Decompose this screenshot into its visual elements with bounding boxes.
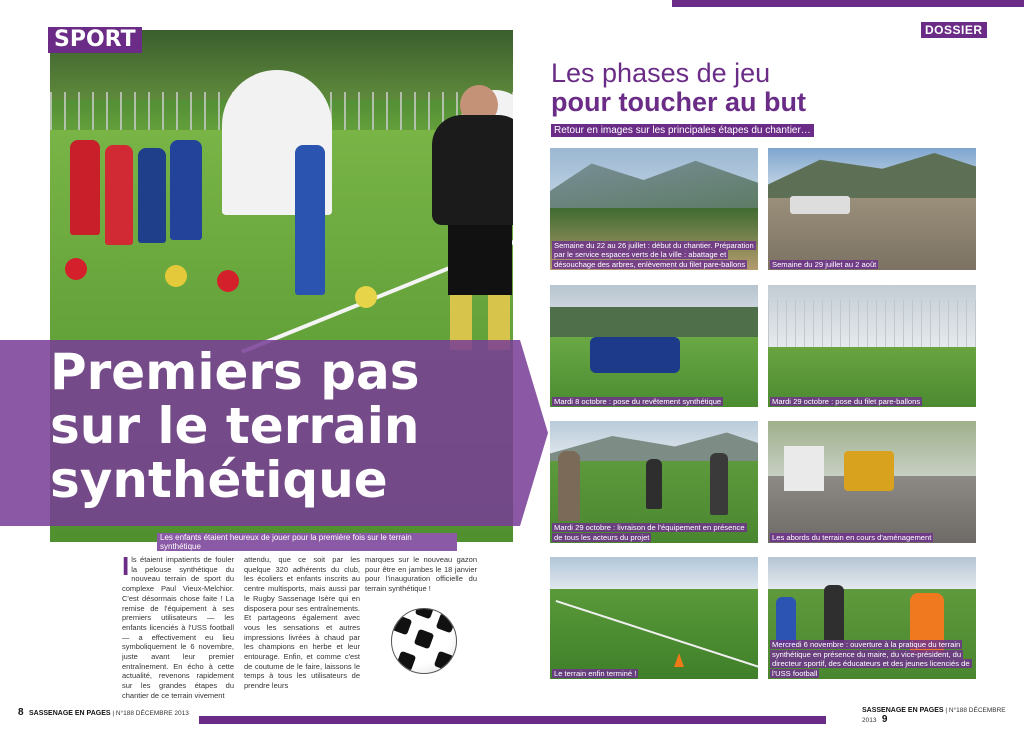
coach bbox=[420, 85, 513, 355]
photo-caption: Semaine du 22 au 26 juillet : début du chantier. Préparation par le service espaces verts de la ville : abattage et désouchage des arbres, enlèvement du filet pare-ballons bbox=[554, 240, 754, 269]
photo-caption: Mardi 29 octobre : pose du filet pare-ballons bbox=[772, 396, 921, 406]
photo-caption: Mercredi 6 novembre : ouverture à la pratique du terrain synthétique en présence du maire, du vice-président, du directeur sportif, des éducateurs et des jeunes licenciés de l'USS football bbox=[772, 640, 970, 678]
article-text: marques sur le nouveau gazon pour être en jambes le 18 janvier pour l'inauguration officielle du terrain synthétique ! bbox=[365, 555, 477, 594]
kid bbox=[105, 145, 133, 245]
drop-cap: I bbox=[122, 551, 130, 581]
photo-surroundings bbox=[768, 421, 976, 543]
magazine-name: SASSENAGE EN PAGES bbox=[862, 707, 944, 714]
article-text: attendu, que ce soit par les quelque 320 adhérents du club, les écoliers et enfants inscrits au centre multisports, mais aussi par le Rugby Sassenage Isère qui en disposera pour ses entraînements. Et partageons également avec vous les sensations et autres impressions livrées à chaud par les champions en herbe et leur entourage. Enfin, et comme c'est de coutume de le faire, laissons le temps à tous les utilisateurs de prendre leurs bbox=[244, 555, 360, 691]
photo-field-finished bbox=[550, 557, 758, 679]
issue-number: | N°188 DÉCEMBRE 2013 bbox=[862, 707, 1006, 724]
soccer-ball-icon bbox=[391, 608, 457, 674]
top-accent-bar bbox=[672, 0, 1024, 7]
footer-left bbox=[18, 707, 189, 718]
kid bbox=[295, 145, 325, 295]
footer-right bbox=[862, 707, 1024, 725]
main-title-line: sur le terrain bbox=[50, 397, 420, 455]
photo-week-29-july bbox=[768, 148, 976, 270]
photo-caption: Mardi 8 octobre : pose du revêtement synthétique bbox=[554, 396, 722, 406]
lead-text: Retour en images sur les principales étapes du chantier… bbox=[551, 124, 814, 137]
page-title-line1: Les phases de jeu bbox=[551, 58, 771, 88]
page-title-line2: pour toucher au but bbox=[551, 87, 806, 117]
photo-week-22-july bbox=[550, 148, 758, 270]
main-title bbox=[50, 345, 520, 507]
article-column-3 bbox=[365, 555, 477, 594]
photo-caption: Les abords du terrain en cours d'aménagement bbox=[772, 532, 932, 542]
bottom-accent-bar bbox=[199, 716, 826, 724]
issue-number: | N°188 DÉCEMBRE 2013 bbox=[110, 710, 189, 717]
kid bbox=[138, 148, 166, 243]
ball bbox=[355, 286, 377, 308]
main-title-line: synthétique bbox=[50, 451, 388, 509]
article-column-1 bbox=[122, 551, 234, 701]
photo-caption: Semaine du 29 juillet au 2 août bbox=[772, 259, 877, 269]
section-tag-sport: SPORT bbox=[48, 27, 142, 53]
article-column-2 bbox=[244, 555, 360, 691]
photo-29-october-net bbox=[768, 285, 976, 407]
page-number: 9 bbox=[881, 714, 888, 725]
hero-photo-caption: Les enfants étaient heureux de jouer pour la première fois sur le terrain synthétique bbox=[157, 533, 457, 551]
photo-8-october bbox=[550, 285, 758, 407]
section-tag-dossier: DOSSIER bbox=[921, 22, 987, 38]
photo-caption: Le terrain enfin terminé ! bbox=[554, 668, 637, 678]
photo-caption: Mardi 29 octobre : livraison de l'équipement en présence de tous les acteurs du projet bbox=[554, 523, 745, 542]
magazine-name: SASSENAGE EN PAGES bbox=[28, 710, 111, 717]
ball bbox=[165, 265, 187, 287]
page-number: 8 bbox=[18, 707, 24, 718]
article-text: ls étaient impatients de fouler la pelouse synthétique du nouveau terrain de sport du complexe Paul Vieux-Melchior. C'est désormais chose faite ! La remise de l'équipement à ses premiers utilisateurs — les enfants licenciés à l'USS football — a effectivement eu lieu symboliquement le 6 novembre, juste avant leur premier entraînement. En écho à cette actualité, revenons rapidement sur les grandes étapes du chantier de ce terrain vivement bbox=[122, 555, 234, 700]
main-title-line: Premiers pas bbox=[50, 343, 420, 401]
kid bbox=[170, 140, 202, 240]
ball bbox=[217, 270, 239, 292]
ball bbox=[65, 258, 87, 280]
photo-29-october-delivery bbox=[550, 421, 758, 543]
kid bbox=[70, 140, 100, 235]
photo-6-november-opening bbox=[768, 557, 976, 679]
